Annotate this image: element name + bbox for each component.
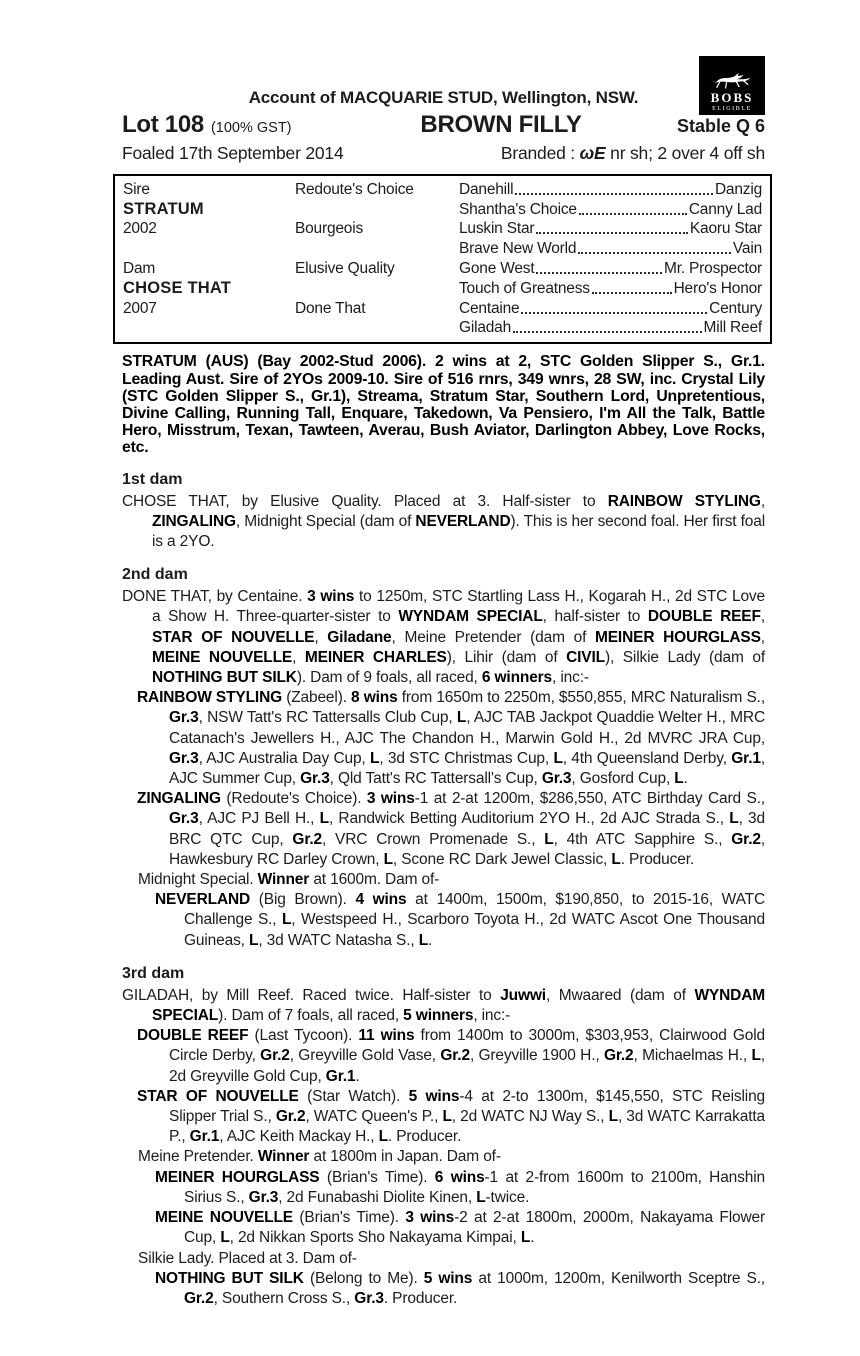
pedigree-left-cell: Sire (123, 180, 150, 198)
pedigree-left-cell: CHOSE THAT (123, 279, 232, 298)
pedigree-table (113, 174, 772, 344)
dotted-leader (536, 232, 688, 234)
pedigree-left-cell: 2002 (123, 220, 157, 238)
pedigree-paragraph: Midnight Special. Winner at 1600m. Dam of- (138, 871, 440, 889)
pedigree-ancestor-row: Touch of Greatness Hero's Honor (459, 279, 762, 297)
dotted-leader (513, 331, 701, 333)
lot-number: Lot 108 (122, 111, 204, 138)
pedigree-mid-cell: Bourgeois (295, 220, 363, 238)
branded-prefix: Branded : (500, 143, 580, 163)
account-line: Account of MACQUARIE STUD, Wellington, NSW. (248, 88, 639, 107)
pedigree-ancestor-row: Giladah Mill Reef (459, 319, 762, 337)
pedigree-ancestor-row: Shantha's Choice Canny Lad (459, 200, 762, 218)
pedigree-mid-cell: Elusive Quality (295, 260, 395, 278)
pedigree-left-cell: Dam (123, 260, 156, 278)
pedigree-paragraph: ZINGALING (Redoute's Choice). 3 wins-1 at 2-at 1200m, $286,550, ATC Birthday Card S., Gr.3, AJC PJ Bell H., L, Randwick Betting Auditorium 2YO H., 2d AJC Strada S., L, 3d BRC QTC Cup, Gr.2, VRC Crown Promenade S., L, 4th ATC Sapphire S., Gr.2, Hawkesbury RC Darley Crown, L, Scone RC Dark Jewel Classic, L. Producer. (137, 790, 766, 868)
gst-note: (100% GST) (210, 120, 292, 136)
section-heading: 1st dam (122, 470, 183, 488)
dam-sections (122, 471, 765, 1310)
dotted-leader (536, 272, 662, 274)
pedigree-left-cell: STRATUM (123, 200, 204, 219)
pedigree-ancestor-row: Luskin Star Kaoru Star (459, 220, 762, 238)
dotted-leader (578, 252, 731, 254)
stable-label: Stable Q 6 (676, 116, 765, 136)
section-heading: 3rd dam (122, 964, 185, 982)
pedigree-mid-cell: Done That (295, 299, 366, 317)
lot-group (122, 111, 357, 139)
pedigree-paragraph: NOTHING BUT SILK (Belong to Me). 5 wins at 1000m, 1200m, Kenilworth Sceptre S., Gr.2, Southern Cross S., Gr.3. Producer. (155, 1269, 766, 1307)
foaled-date: Foaled 17th September 2014 (122, 143, 344, 163)
section-heading: 2nd dam (122, 566, 188, 584)
pedigree-ancestor-row: Gone West Mr. Prospector (459, 260, 762, 278)
pedigree-left-cell: 2007 (123, 299, 157, 317)
pedigree-ancestor-row: Danehill Danzig (459, 180, 762, 198)
foaled-row (122, 143, 765, 164)
pedigree-paragraph: DOUBLE REEF (Last Tycoon). 11 wins from 1400m to 3000m, $303,953, Clairwood Gold Circle Derby, Gr.2, Greyville Gold Vase, Gr.2, Greyville 1900 H., Gr.2, Michaelmas H., L, 2d Greyville Gold Cup, Gr.1. (137, 1027, 765, 1085)
pedigree-ancestor-row: Brave New World Vain (459, 240, 762, 258)
dotted-leader (515, 193, 713, 195)
pedigree-paragraph: CHOSE THAT, by Elusive Quality. Placed at 3. Half-sister to RAINBOW STYLING, ZINGALING, Midnight Special (dam of NEVERLAND). This is her second foal. Her first foal is a 2YO. (122, 492, 766, 550)
content-column (122, 88, 765, 1309)
logo-subtitle: ELIGIBLE (712, 106, 752, 112)
pedigree-paragraph: MEINE NOUVELLE (Brian's Time). 3 wins-2 at 2-at 1800m, 2000m, Nakayama Flower Cup, L, 2d Nikkan Sports Sho Nakayama Kimpai, L. (155, 1209, 766, 1247)
dotted-leader (521, 312, 707, 314)
pedigree-paragraph: DONE THAT, by Centaine. 3 wins to 1250m, STC Startling Lass H., Kogarah H., 2d STC Love a Show H. Three-quarter-sister to WYNDAM SPECIAL, half-sister to DOUBLE REEF, STAR OF NOUVELLE, Giladane, Meine Pretender (dam of MEINER HOURGLASS, MEINE NOUVELLE, MEINER CHARLES), Lihir (dam of CIVIL), Silkie Lady (dam of NOTHING BUT SILK). Dam of 9 foals, all raced, 6 winners, inc:- (122, 588, 765, 687)
pedigree-paragraph: NEVERLAND (Big Brown). 4 wins at 1400m, 1500m, $190,850, to 2015-16, WATC Challenge S., L, Westspeed H., Scarboro Toyota H., 2d WATC Ascot One Thousand Guineas, L, 3d WATC Natasha S., L. (155, 891, 765, 949)
pedigree-mid-cell: Redoute's Choice (295, 180, 414, 198)
pedigree-paragraph: GILADAH, by Mill Reef. Raced twice. Half-sister to Juwwi, Mwaared (dam of WYNDAM SPECIAL). Dam of 7 foals, all raced, 5 winners, inc:- (122, 986, 765, 1025)
horse-title: BROWN FILLY (420, 111, 582, 138)
logo-text: BOBS (710, 90, 754, 105)
branded-line (501, 143, 765, 164)
pedigree-paragraph: Meine Pretender. Winner at 1800m in Japan. Dam of- (138, 1148, 501, 1166)
pedigree-paragraph: MEINER HOURGLASS (Brian's Time). 6 wins-1 at 2-from 1600m to 2100m, Hanshin Sirius S., Gr.3, 2d Funabashi Diolite Kinen, L-twice. (155, 1168, 765, 1206)
lot-row (122, 111, 765, 139)
brand-symbol: ωE (579, 143, 606, 163)
dotted-leader (592, 292, 672, 294)
horse-icon (709, 70, 755, 90)
pedigree-ancestor-row: Centaine Century (459, 299, 762, 317)
branded-suffix: nr sh; 2 over 4 off sh (605, 143, 765, 163)
pedigree-paragraph: RAINBOW STYLING (Zabeel). 8 wins from 1650m to 2250m, $550,855, MRC Naturalism S., Gr.3, NSW Tatt's RC Tattersalls Club Cup, L, AJC TAB Jackpot Quaddie Welter H., MRC Catanach's Jewellers H., AJC The Chandon H., Marwin Gold H., 2d MVRC JRA Cup, Gr.3, AJC Australia Day Cup, L, 3d STC Christmas Cup, L, 4th Queensland Derby, Gr.1, AJC Summer Cup, Gr.3, Qld Tatt's RC Tattersall's Cup, Gr.3, Gosford Cup, L. (137, 689, 765, 788)
sire-summary: STRATUM (AUS) (Bay 2002-Stud 2006). 2 wins at 2, STC Golden Slipper S., Gr.1. Leading Aust. Sire of 2YOs 2009-10. Sire of 516 rnrs, 349 wnrs, 28 SW, inc. Crystal Lily (STC Golden Slipper S., Gr.1), Streama, Stratum Star, Southern Lord, Unpretentious, Divine Calling, Running Tall, Enquare, Takedown, Va Pensiero, I'm All the Talk, Battle Hero, Misstrum, Texan, Tawteen, Averau, Bush Aviator, Darlington Abbey, Love Rocks, etc. (122, 353, 765, 457)
pedigree-paragraph: STAR OF NOUVELLE (Star Watch). 5 wins-4 at 2-to 1300m, $145,550, STC Reisling Slipper Trial S., Gr.2, WATC Queen's P., L, 2d WATC NJ Way S., L, 3d WATC Karrakatta P., Gr.1, AJC Keith Mackay H., L. Producer. (137, 1087, 766, 1146)
dotted-leader (579, 213, 687, 215)
pedigree-paragraph: Silkie Lady. Placed at 3. Dam of- (138, 1249, 357, 1267)
